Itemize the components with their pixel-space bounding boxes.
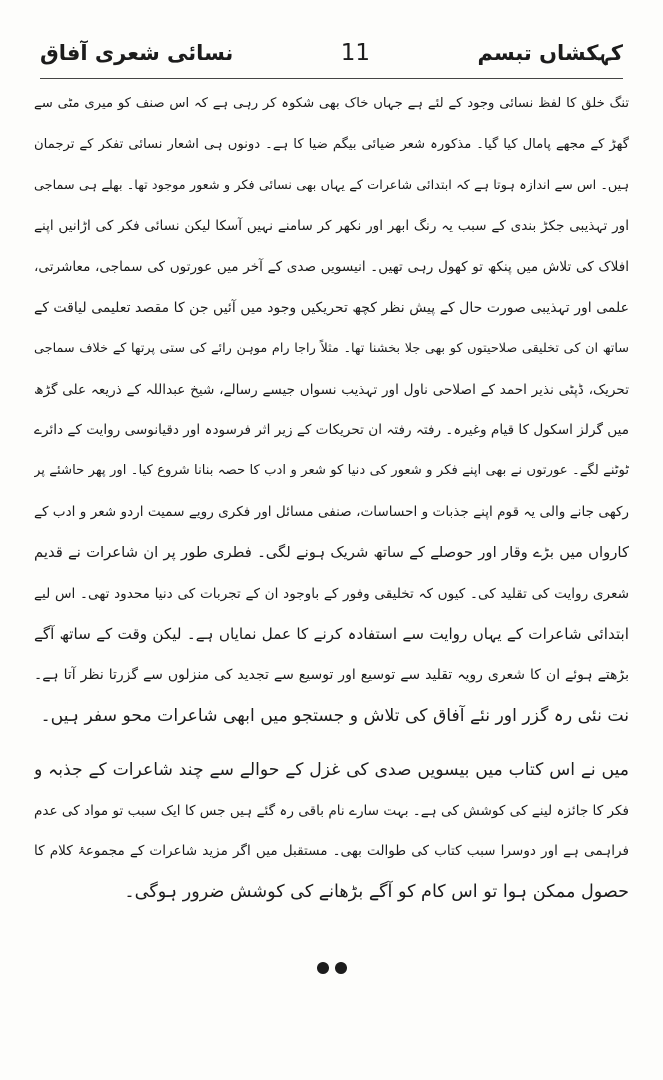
page-header: [40, 30, 623, 76]
text-line: ابتدائی شاعرات کے یہاں روایت سے استفادہ کرنے کا عمل نمایاں ہے۔ لیکن وقت کے ساتھ آگے: [34, 625, 629, 644]
text-line: گھڑ کے مجھے پامال کیا گیا۔ مذکورہ شعر ضیائی بیگم ضیا کا ہے۔ دونوں ہی اشعار نسائی تفکر کے ترجمان: [34, 136, 629, 152]
text-line: تحریک، ڈپٹی نذیر احمد کے اصلاحی ناول اور تہذیب نسواں جیسے رسالے، شیخ عبداللہ کے ذریعہ علی گڑھ: [34, 381, 629, 398]
header-rule: [40, 78, 623, 79]
dot-icon: [317, 962, 329, 974]
text-line: نت نئی رہ گزر اور نئے آفاق کی تلاش و جستجو میں ابھی شاعرات محو سفر ہیں۔: [40, 705, 629, 726]
double-dot-ornament-icon: [0, 962, 663, 974]
text-line: میں نے اس کتاب میں بیسویں صدی کی غزل کے حوالے سے چند شاعرات کے جذبہ و: [34, 759, 629, 780]
text-line: میں گرلز اسکول کا قیام وغیرہ۔ رفتہ رفتہ ان تحریکات کے زیر اثر فرسودہ اور دقیانوسی روایت کے دائرے: [34, 422, 629, 439]
text-line: علمی اور تہذیبی صورت حال کے پیش نظر کچھ تحریکیں وجود میں آئیں جن کا مقصد تعلیمی لیاقت کے: [34, 299, 629, 316]
text-line: ہیں۔ اس سے اندازہ ہوتا ہے کہ ابتدائی شاعرات کے یہاں بھی نسائی فکر و شعور موجود تھا۔ بھلے ہی سماجی: [34, 177, 629, 193]
text-line: افلاک کی تلاش میں پنکھ تو کھول رہی تھیں۔ انیسویں صدی کے آخر میں عورتوں کی سماجی، معاشرتی،: [34, 259, 629, 276]
book-title: نسائی شعری آفاق: [40, 41, 234, 65]
text-line: فکر کا جائزہ لینے کی کوشش کی ہے۔ بہت سارے نام باقی رہ گئے ہیں جس کا ایک سبب تو مواد کی عدم: [34, 802, 629, 819]
paragraph-gap: [34, 737, 629, 750]
body-text: [34, 84, 629, 913]
text-line: ٹوٹنے لگے۔ عورتوں نے بھی اپنے فکر و شعور کی دنیا کو شعر و ادب کا حصہ بنانا شروع کیا۔ اور پھر حاشئے پر: [34, 463, 629, 479]
text-line: تنگ خلق کا لفظ نسائی وجود کے لئے ہے جہاں خاک بھی شکوہ کر رہی ہے کہ اس صنف کو میری مٹی سے: [34, 96, 629, 111]
dot-icon: [335, 962, 347, 974]
text-line: کارواں میں بڑے وقار اور حوصلے کے ساتھ شریک ہونے لگی۔ فطری طور پر ان شاعرات نے قدیم: [34, 543, 629, 561]
paragraph-1: [34, 84, 629, 737]
text-line: رکھی جانے والی یہ قوم اپنے جذبات و احساسات، صنفی مسائل اور فکری رویے سمیت اردو شعر و ادب کے: [34, 503, 629, 520]
text-line: فراہمی ہے اور دوسرا سبب کتاب کی طوالت بھی۔ مستقبل میں اگر مزید شاعرات کے مجموعۂ کلام کا: [34, 843, 629, 860]
text-line: حصول ممکن ہوا تو اس کام کو آگے بڑھانے کی کوشش ضرور ہوگی۔: [124, 882, 629, 903]
text-line: بڑھتے ہوئے ان کا شعری رویہ تقلید سے توسیع اور توسیع سے تجدید کی منزلوں سے گزرتا نظر آتا ہے۔: [34, 667, 629, 684]
author-name: کہکشاں تبسم: [477, 41, 623, 65]
text-line: شعری روایت کی تقلید کی۔ کیوں کہ تخلیقی وفور کے باوجود ان کے تجربات کی دنیا محدود تھی۔ اس لیے: [34, 585, 629, 602]
page-number: 11: [340, 40, 371, 66]
text-line: ساتھ ان کی تخلیقی صلاحیتوں کو بھی جلا بخشنا تھا۔ مثلاً راجا رام موہن رائے کی ستی پرتھا کے خلاف سماجی: [34, 340, 629, 356]
paragraph-2: [34, 750, 629, 913]
text-line: اور تہذیبی جکڑ بندی کے سبب یہ رنگ ابھر اور نکھر کر سامنے نہیں آسکا لیکن نسائی فکر کی اڑانیں اپنے: [34, 218, 629, 235]
